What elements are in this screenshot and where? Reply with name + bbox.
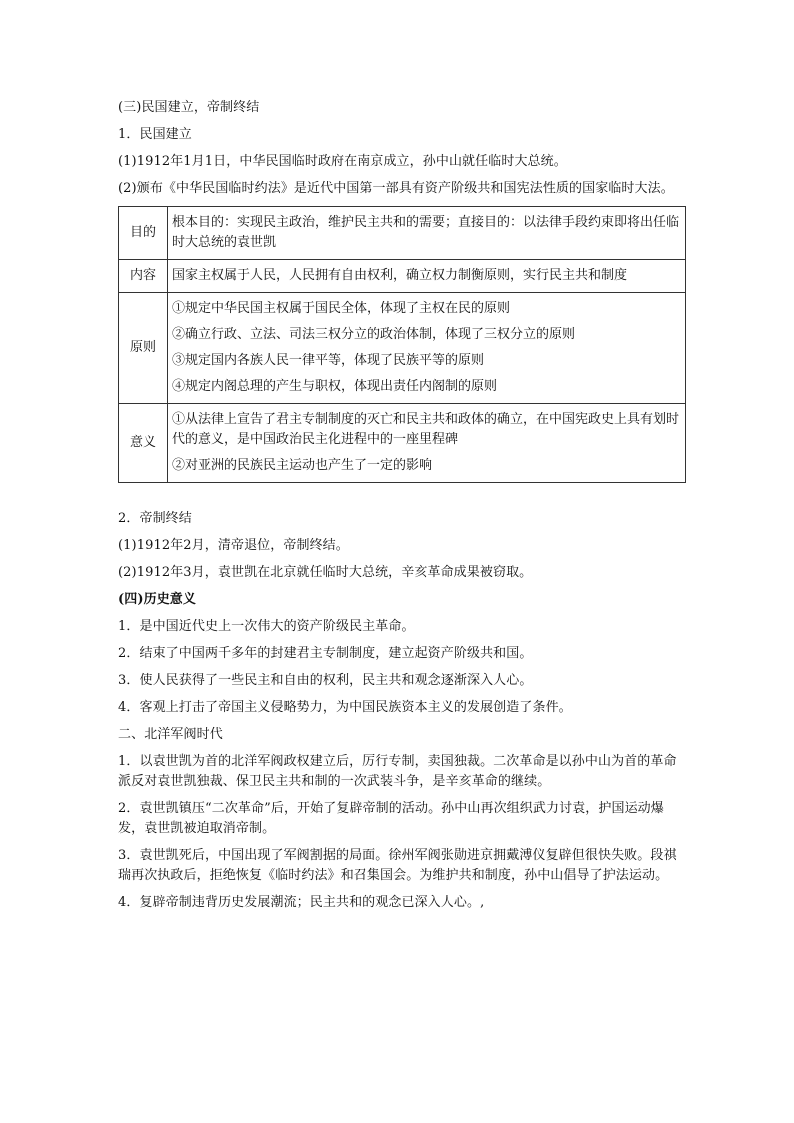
row-content-principles [168,293,686,404]
cell-text: ④规定内阁总理的产生与职权，体现出责任内阁制的原则 [172,379,498,394]
paragraph-republic-founded: (1)1912年1月1日，中华民国临时政府在南京成立，孙中山就任临时大总统。 [118,153,567,169]
cell-text: 国家主权属于人民，人民拥有自由权利，确立权力制衡原则，实行民主共和制度 [172,268,628,283]
row-content-purpose [168,207,686,260]
cell-text: 根本目的：实现民主政治，维护民主共和的需要；直接目的：以法律手段约束即将出任临时大总统的袁世凯 [172,215,680,250]
cell-text: ①从法律上宣告了君主专制制度的灭亡和民主共和政体的确立，在中国宪政史上具有划时代的意义，是中国政治民主化进程中的一座里程碑 [172,412,680,447]
paragraph-yuan-inauguration: (2)1912年3月，袁世凯在北京就任临时大总统，辛亥革命成果被窃取。 [118,564,533,580]
row-header-purpose: 目的 [119,207,168,260]
warlord-item: 3．袁世凯死后，中国出现了军阀割据的局面。徐州军阀张勋进京拥戴溥仪复辟但很快失败。段祺瑞再次执政后，拒绝恢复《临时约法》和召集国会。为维护共和制度，孙中山倡导了护法运动。 [118,847,677,883]
table-row-purpose [119,207,686,260]
row-header-content: 内容 [119,260,168,293]
significance-item: 4．客观上打击了帝国主义侵略势力，为中国民族资本主义的发展创造了条件。 [118,699,572,715]
part-2-title: 二、北洋军阀时代 [118,726,223,742]
table-row-principles [119,293,686,404]
row-content-content [168,260,686,293]
table-row-content [119,260,686,293]
significance-item: 3．使人民获得了一些民主和自由的权利，民主共和观念逐渐深入人心。 [118,672,533,688]
section-3-title: (三)民国建立，帝制终结 [118,99,260,115]
provisional-constitution-table [118,206,686,483]
subsection-1-title: 1．民国建立 [118,126,192,142]
document-content [118,94,688,916]
warlord-item: 4．复辟帝制违背历史发展潮流；民主共和的观念已深入人心。, [118,894,485,910]
paragraph-emperor-abdication: (1)1912年2月，清帝退位，帝制终结。 [118,537,349,553]
table-row-significance [119,404,686,483]
subsection-2-title: 2．帝制终结 [118,510,192,526]
significance-item: 1．是中国近代史上一次伟大的资产阶级民主革命。 [118,618,415,634]
row-header-principles: 原则 [119,293,168,404]
cell-text: ③规定国内各族人民一律平等，体现了民族平等的原则 [172,353,485,368]
significance-item: 2．结束了中国两千多年的封建君主专制制度，建立起资产阶级共和国。 [118,645,533,661]
warlord-item: 2．袁世凯镇压“二次革命”后，开始了复辟帝制的活动。孙中山再次组织武力讨袁，护国运动爆发，袁世凯被迫取消帝制。 [118,800,664,836]
section-4-title: (四)历史意义 [118,591,197,607]
paragraph-provisional-constitution: (2)颁布《中华民国临时约法》是近代中国第一部具有资产阶级共和国宪法性质的国家临时大法。 [118,180,674,196]
row-header-significance: 意义 [119,404,168,483]
cell-text: ①规定中华民国主权属于国民全体，体现了主权在民的原则 [172,301,511,316]
warlord-item: 1．以袁世凯为首的北洋军阀政权建立后，厉行专制，卖国独裁。二次革命是以孙中山为首的革命派反对袁世凯独裁、保卫民主共和制的一次武装斗争，是辛亥革命的继续。 [118,753,677,789]
cell-text: ②对亚洲的民族民主运动也产生了一定的影响 [172,458,433,473]
cell-text: ②确立行政、立法、司法三权分立的政治体制，体现了三权分立的原则 [172,327,576,342]
row-content-significance [168,404,686,483]
